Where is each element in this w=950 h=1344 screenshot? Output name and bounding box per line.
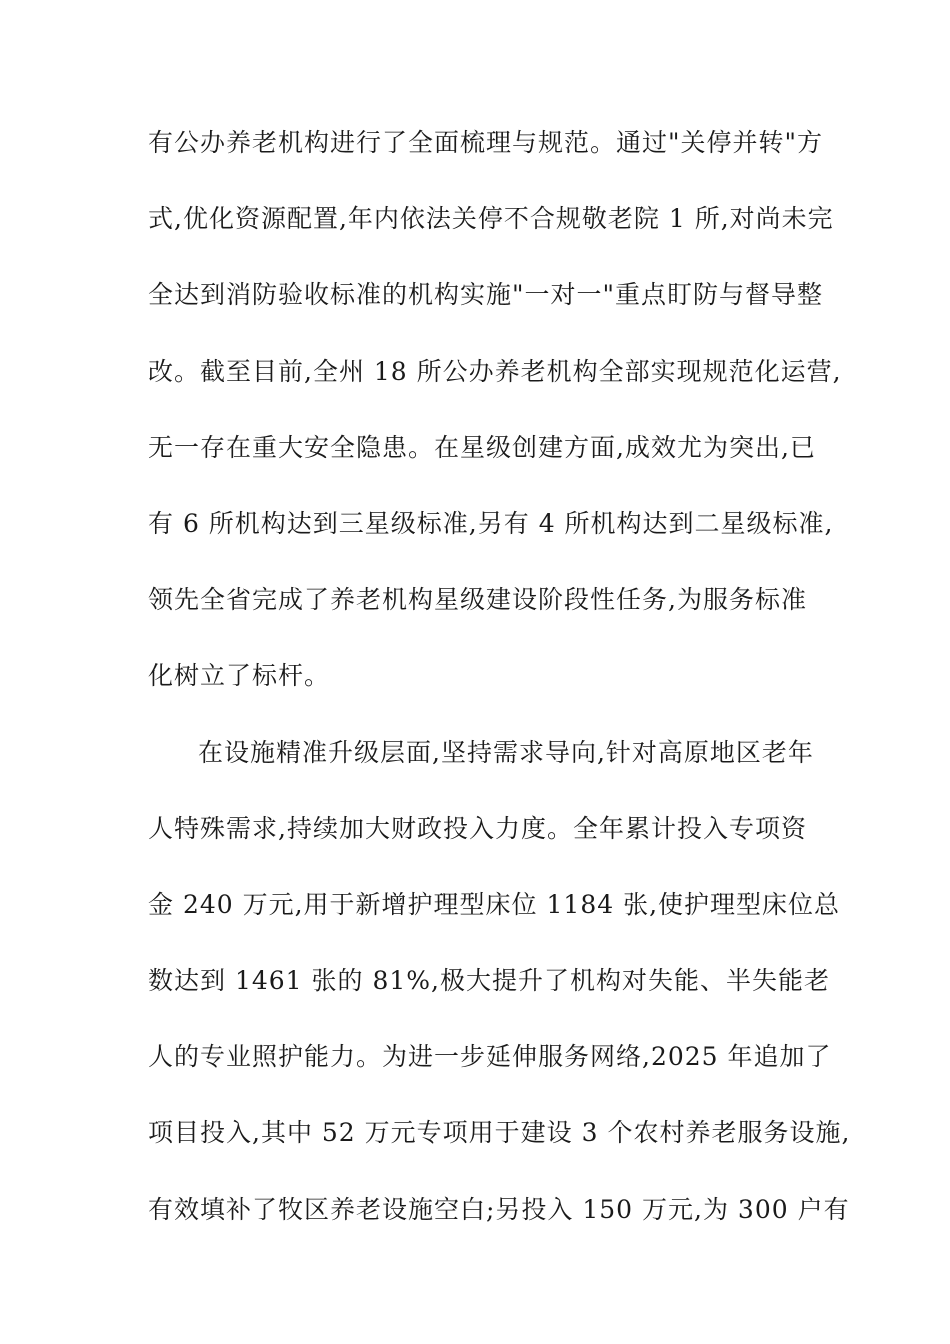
text-line: 有 6 所机构达到三星级标准,另有 4 所机构达到二星级标准, (148, 508, 834, 538)
body-text (148, 118, 851, 1261)
text-line: 项目投入,其中 52 万元专项用于建设 3 个农村养老服务设施, (148, 1118, 851, 1148)
text-line: 改。截至目前,全州 18 所公办养老机构全部实现规范化运营, (148, 356, 842, 386)
paragraph-start-line: 在设施精准升级层面,坚持需求导向,针对高原地区老年 (198, 737, 814, 767)
text-line: 无一存在重大安全隐患。在星级创建方面,成效尤为突出,已 (148, 432, 816, 462)
text-line: 人的专业照护能力。为进一步延伸服务网络,2025 年追加了 (148, 1042, 832, 1072)
text-line: 化树立了标杆。 (148, 661, 331, 691)
text-line: 人特殊需求,持续加大财政投入力度。全年累计投入专项资 (148, 813, 807, 843)
text-line: 全达到消防验收标准的机构实施"一对一"重点盯防与督导整 (148, 280, 824, 310)
text-line: 数达到 1461 张的 81%,极大提升了机构对失能、半失能老 (148, 966, 830, 996)
text-line: 有公办养老机构进行了全面梳理与规范。通过"关停并转"方 (148, 128, 824, 157)
text-line: 金 240 万元,用于新增护理型床位 1184 张,使护理型床位总 (148, 889, 841, 919)
text-line: 有效填补了牧区养老设施空白;另投入 150 万元,为 300 户有 (148, 1194, 850, 1224)
text-line: 式,优化资源配置,年内依法关停不合规敬老院 1 所,对尚未完 (148, 204, 834, 234)
text-line: 领先全省完成了养老机构星级建设阶段性任务,为服务标准 (148, 585, 807, 615)
